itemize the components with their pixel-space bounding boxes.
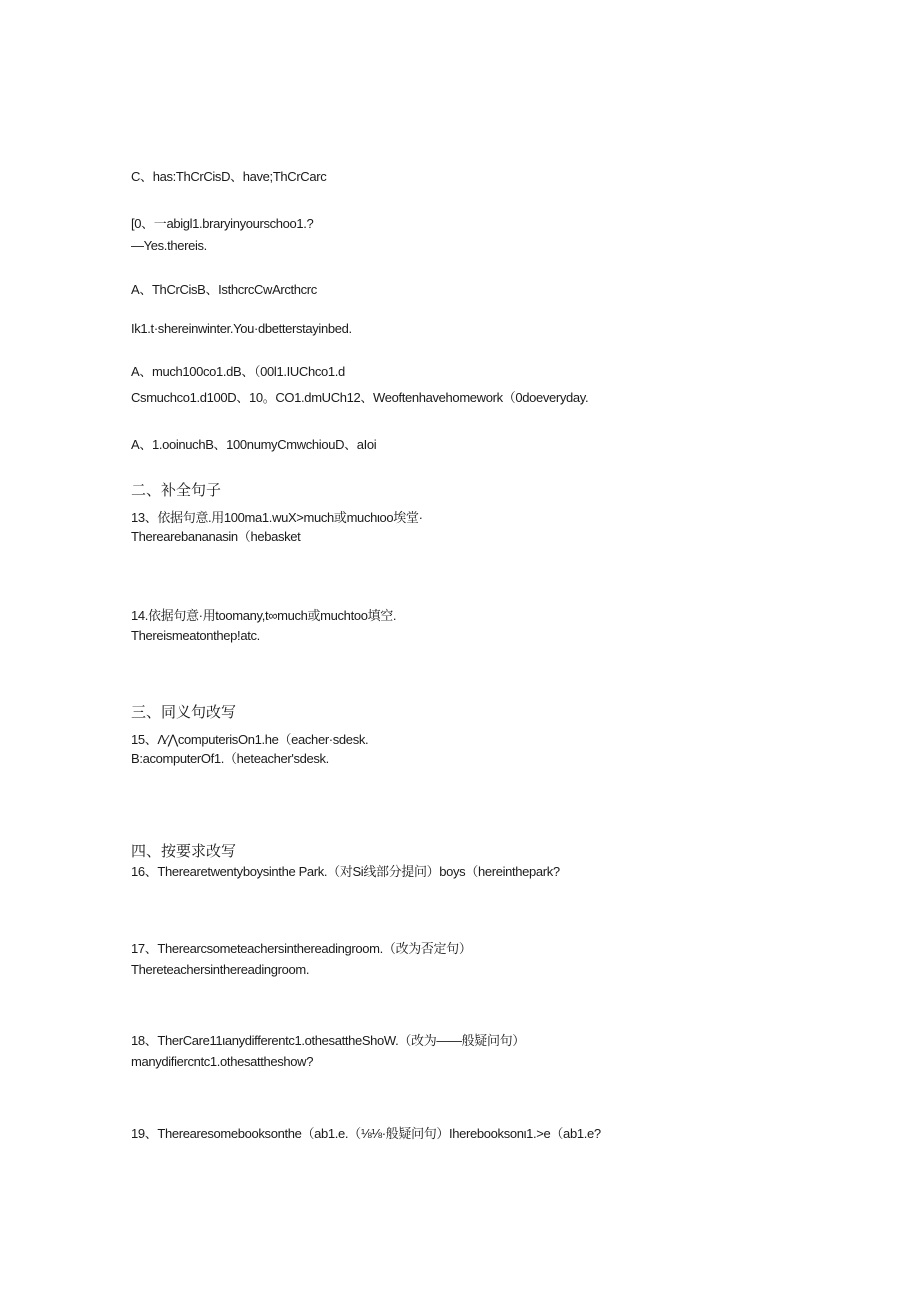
question-line: 19、Therearesomebooksonthe（ab1.e.（⅛⅛·般疑问句）Iherebooksonι1.>e（ab1.e? xyxy=(131,1126,601,1141)
question-line: Ik1.t·shereinwinter.You·dbetterstayinbed. xyxy=(131,321,352,336)
question-line: 13、依据句意.用100ma1.wuX>much或muchιoo埃堂· xyxy=(131,510,423,525)
answer-line: —Yes.thereis. xyxy=(131,238,207,253)
option-line: A、1.ooinuchB、100numyCmwchiouD、aIoi xyxy=(131,437,377,452)
question-line: 15、Λ∕⋀computerisOn1.he（eacher·sdesk. xyxy=(131,732,369,747)
section-heading-2: 二、补全句子 xyxy=(131,482,222,499)
question-line: 18、TherCare11ιanydifferentc1.othesattheShoW.（改为——般疑问句） xyxy=(131,1033,525,1048)
question-line: manydifiercntc1.othesattheshow? xyxy=(131,1054,314,1069)
question-line: Thereismeatonthep!atc. xyxy=(131,628,260,643)
question-line: B:acomputerOf1.（heteacher'sdesk. xyxy=(131,751,329,766)
question-line: 16、Therearetwentyboysinthe Park.（对Si线部分提问）boys（hereinthepark? xyxy=(131,864,560,879)
option-line: Csmuchco1.d100D、10。CO1.dmUCh12、Weoftenhavehomework（0doeveryday. xyxy=(131,390,589,405)
question-line: Therearebananasin（hebasket xyxy=(131,529,301,544)
question-line: Thereteachersinthereadingroom. xyxy=(131,962,310,977)
option-line: A、much100co1.dB、（00l1.IUChco1.d xyxy=(131,364,345,379)
section-heading-4: 四、按要求改写 xyxy=(131,843,237,860)
section-heading-3: 三、同义句改写 xyxy=(131,704,237,721)
question-line: 17、Therearcsometeachersinthereadingroom.（改为否定句） xyxy=(131,941,472,956)
option-line: A、ThCrCisB、IsthcrcCwArcthcrc xyxy=(131,282,317,297)
question-line: [0、一abigl1.braryinyourschoo1.? xyxy=(131,216,314,231)
question-line: 14.依据句意·用toomany,t∞much或muchtoo填空. xyxy=(131,608,397,623)
option-line: C、has:ThCrCisD、have;ThCrCarc xyxy=(131,169,327,184)
